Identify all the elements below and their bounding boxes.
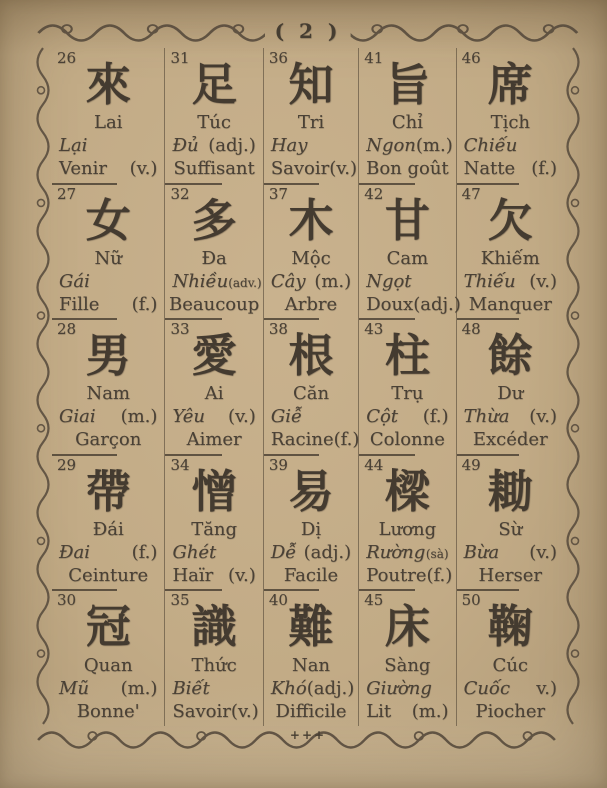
french-line (52, 701, 164, 722)
character-cell (52, 184, 164, 320)
character-cell (263, 590, 358, 726)
han-character: 木 (288, 193, 334, 247)
french-line (457, 565, 564, 586)
vietnamese-word: Thừa (463, 406, 510, 428)
character-cell (263, 455, 358, 591)
viet-gender-tag: (m.) (415, 135, 453, 157)
vietnamese-word: Ngọt (366, 270, 412, 292)
entry-number: 32 (170, 184, 190, 203)
entry-number: 34 (170, 455, 190, 474)
vietnamese-word: Đai (59, 542, 91, 564)
viet-gender-tag: (m.) (120, 677, 158, 699)
character-cell (456, 184, 564, 320)
french-line (52, 158, 164, 179)
han-character: 愛 (191, 329, 237, 383)
scroll-ornament-top-left-icon (36, 20, 265, 42)
viet-gender-tag: (adj.) (303, 542, 352, 564)
french-line (264, 294, 358, 315)
vietnamese-word: Thiếu (463, 270, 516, 292)
entry-number: 48 (461, 320, 481, 339)
french-word: Bon goût (366, 158, 449, 180)
han-character: 知 (288, 58, 334, 111)
french-line (264, 429, 358, 450)
french-line (264, 158, 358, 179)
vietnamese-line (359, 542, 455, 563)
entry-number: 49 (461, 455, 481, 474)
sino-viet-reading: Thức (191, 654, 237, 676)
sino-viet-reading: Dị (300, 519, 322, 541)
french-word: Venir (59, 158, 107, 180)
vietnamese-line (264, 678, 358, 699)
vietnamese-line (359, 271, 455, 292)
sino-viet-reading: Cúc (492, 654, 528, 676)
french-gender-tag: (adj.) (413, 293, 461, 315)
french-line (165, 294, 262, 315)
sino-viet-reading: Tri (297, 112, 325, 134)
french-line (359, 701, 455, 722)
han-character: 女 (85, 193, 131, 247)
french-gender-tag: (v.) (129, 158, 158, 180)
vietnamese-word: Dễ (270, 542, 297, 564)
vietnamese-word: Giai (59, 406, 96, 428)
vietnamese-word: Ghét (172, 542, 217, 564)
french-word: Aimer (186, 429, 242, 451)
vietnamese-line (457, 542, 564, 563)
vietnamese-line (457, 271, 564, 292)
sino-viet-reading: Ai (204, 383, 224, 405)
french-line (264, 701, 358, 722)
french-line (165, 158, 262, 179)
viet-gender-tag: (adj.) (208, 135, 256, 157)
viet-gender-tag: (f.) (131, 542, 158, 564)
vietnamese-line (52, 271, 164, 292)
vietnamese-word: Lại (59, 135, 88, 157)
viet-gender-tag: (m.) (120, 406, 158, 428)
han-character: 男 (85, 329, 131, 383)
vietnamese-line (52, 135, 164, 156)
han-character: 席 (487, 58, 533, 111)
french-gender-tag: (f.) (333, 429, 360, 451)
vietnamese-line (264, 271, 358, 292)
han-character: 帶 (85, 464, 131, 518)
entry-number: 47 (461, 184, 481, 203)
french-line (359, 565, 455, 586)
sino-viet-reading: Khiếm (480, 247, 540, 269)
han-character: 欠 (487, 193, 533, 247)
vietnamese-line (264, 135, 358, 156)
viet-gender-tag: v.) (536, 677, 557, 699)
entry-number: 40 (268, 591, 288, 610)
entry-number: 31 (170, 49, 190, 67)
character-cell (358, 48, 455, 184)
vietnamese-line (165, 678, 262, 699)
vietnamese-line (52, 678, 164, 699)
entry-number: 26 (57, 49, 77, 67)
entry-number: 43 (364, 320, 384, 339)
vietnamese-word: Bừa (463, 542, 500, 564)
viet-gender-tag: (v.) (529, 406, 557, 428)
sino-viet-reading: Đa (201, 247, 227, 269)
french-line (52, 429, 164, 450)
entry-number: 46 (461, 49, 481, 67)
character-cell (456, 48, 564, 184)
sino-viet-reading: Đái (92, 519, 124, 541)
french-word: Beaucoup (169, 293, 260, 315)
character-cell (358, 184, 461, 320)
scroll-ornament-top-right-icon (351, 20, 580, 42)
entry-number: 30 (57, 591, 77, 610)
character-cell (263, 319, 358, 455)
vietnamese-line (359, 135, 455, 156)
character-grid (52, 48, 564, 726)
entry-number: 35 (170, 591, 190, 610)
sino-viet-reading: Lai (93, 112, 123, 134)
french-word: Poutre (366, 565, 427, 587)
sino-viet-reading: Quan (83, 654, 133, 676)
vietnamese-line (264, 542, 358, 563)
vietnamese-word: Cuốc (463, 677, 511, 699)
han-character: 根 (288, 329, 334, 383)
han-character: 足 (191, 58, 237, 111)
sino-viet-reading: Mộc (291, 247, 331, 269)
sino-viet-reading: Tịch (490, 112, 530, 134)
character-cell (358, 590, 455, 726)
entry-number: 42 (364, 184, 384, 203)
entry-number: 39 (268, 455, 288, 474)
vietnamese-line (165, 406, 262, 427)
han-character: 識 (191, 600, 237, 654)
french-gender-tag: (f.) (131, 293, 158, 315)
french-word: Bonne' (76, 700, 140, 722)
character-cell (263, 184, 358, 320)
vietnamese-word: Nhiều (172, 270, 229, 292)
sino-viet-reading: Nam (86, 383, 130, 405)
vietnamese-word: Mũ (59, 677, 90, 699)
vietnamese-line (457, 678, 564, 699)
viet-gender-tag: (v.) (529, 542, 557, 564)
character-cell (164, 455, 262, 591)
character-cell (164, 184, 262, 320)
sino-viet-reading: Cam (386, 247, 429, 269)
character-cell (52, 319, 164, 455)
vietnamese-line (359, 406, 455, 427)
vietnamese-word: Yêu (172, 406, 206, 428)
french-line (457, 701, 564, 722)
entry-number: 44 (364, 455, 384, 474)
character-cell (358, 319, 455, 455)
vietnamese-line (52, 542, 164, 563)
viet-gender-tag: (adj.) (306, 677, 355, 699)
french-word: Doux (366, 293, 414, 315)
french-line (52, 294, 164, 315)
vietnamese-line (264, 406, 358, 427)
han-character: 鞠 (487, 600, 533, 654)
vietnamese-word: Đủ (172, 135, 199, 157)
vietnamese-line (165, 135, 262, 156)
han-character: 憎 (191, 464, 237, 518)
viet-gender-tag: (f.) (422, 406, 449, 428)
vietnamese-line (457, 406, 564, 427)
han-character: 冠 (85, 600, 131, 654)
han-character: 多 (191, 193, 237, 247)
french-word: Natte (463, 158, 516, 180)
han-character: 旨 (384, 58, 430, 111)
french-line (359, 158, 455, 179)
sino-viet-reading: Chỉ (391, 112, 423, 134)
page-footer (34, 728, 582, 754)
vietnamese-line (52, 406, 164, 427)
vietnamese-line (165, 271, 262, 292)
character-cell (52, 590, 164, 726)
french-gender-tag: (v.) (329, 158, 358, 180)
han-character: 柱 (384, 329, 430, 383)
french-line (165, 701, 262, 722)
sino-viet-reading: Dư (497, 383, 524, 405)
sino-viet-reading: Nan (291, 654, 331, 676)
french-gender-tag: (f.) (531, 158, 557, 180)
vietnamese-word: Chiếu (463, 135, 518, 157)
han-character: 耡 (487, 464, 533, 518)
french-word: Excéder (472, 429, 548, 451)
french-line (264, 565, 358, 586)
french-line (359, 293, 461, 315)
french-word: Manquer (468, 293, 552, 315)
french-gender-tag: (v.) (228, 565, 256, 587)
french-line (457, 294, 564, 315)
vietnamese-word: Cột (366, 406, 399, 428)
entry-number: 29 (57, 455, 77, 474)
vietnamese-word: Giường (366, 677, 432, 699)
french-word: Colonne (369, 429, 445, 451)
french-line (457, 429, 564, 450)
french-word: Fille (59, 293, 100, 315)
french-word: Garçon (75, 429, 142, 451)
dictionary-page (34, 16, 582, 754)
vietnamese-word: Khó (270, 677, 307, 699)
vietnamese-word: Giễ (270, 406, 303, 428)
sino-viet-reading: Sừ (498, 519, 523, 541)
entry-number: 28 (57, 320, 77, 339)
french-word: Ceinture (68, 565, 149, 587)
page-number: ( 2 ) (274, 19, 342, 43)
character-cell (164, 319, 262, 455)
french-word: Suffisant (173, 158, 255, 180)
han-character: 甘 (384, 193, 430, 247)
french-word: Arbre (284, 293, 338, 315)
viet-gender-tag: (m.) (314, 270, 352, 292)
french-word: Haïr (172, 565, 214, 587)
entry-number: 27 (57, 184, 77, 203)
viet-gender-tag: (adv.) (228, 275, 262, 290)
scroll-ornament-left-icon (34, 46, 50, 726)
french-word: Savoir (172, 700, 231, 722)
han-character: 來 (85, 58, 131, 111)
entry-number: 37 (268, 184, 288, 203)
vietnamese-word: Gái (59, 270, 90, 292)
entry-number: 33 (170, 320, 190, 339)
french-gender-tag: (m.) (411, 700, 449, 722)
french-line (457, 158, 564, 179)
entry-number: 38 (268, 320, 288, 339)
french-word: Piocher (475, 700, 546, 722)
sino-viet-reading: Trụ (391, 383, 424, 405)
french-line (165, 565, 262, 586)
character-cell (263, 48, 358, 184)
french-word: Lit (366, 700, 392, 722)
vietnamese-word: Hay (270, 135, 308, 157)
han-character: 易 (288, 464, 334, 518)
han-character: 餘 (487, 329, 533, 383)
vietnamese-line (457, 135, 564, 156)
sino-viet-reading: Nữ (94, 247, 122, 269)
viet-gender-tag: (sà) (425, 547, 449, 562)
character-cell (358, 455, 455, 591)
entry-number: 50 (461, 591, 481, 610)
vietnamese-word: Rường (366, 542, 426, 564)
sino-viet-reading: Lương (378, 519, 437, 541)
entry-number: 45 (364, 591, 384, 610)
character-cell (52, 455, 164, 591)
french-word: Herser (478, 565, 542, 587)
character-cell (164, 590, 262, 726)
viet-gender-tag: (v.) (529, 270, 557, 292)
scroll-ornament-right-icon (566, 46, 582, 726)
french-word: Savoir (270, 158, 330, 180)
french-line (165, 429, 262, 450)
sino-viet-reading: Túc (197, 112, 231, 134)
french-gender-tag: (v.) (230, 700, 259, 722)
page-header (34, 16, 582, 46)
character-cell (52, 48, 164, 184)
vietnamese-line (165, 542, 262, 563)
character-cell (456, 455, 564, 591)
character-cell (456, 319, 564, 455)
footer-cross-marks: +++ (289, 728, 327, 742)
viet-gender-tag: (v.) (228, 406, 256, 428)
french-word: Racine (270, 429, 334, 451)
entry-number: 41 (364, 49, 384, 67)
han-character: 床 (384, 600, 430, 654)
page-body (34, 46, 582, 726)
french-word: Difficile (275, 700, 347, 722)
entry-number: 36 (268, 49, 288, 67)
french-gender-tag: (f.) (426, 565, 453, 587)
sino-viet-reading: Tăng (191, 519, 238, 541)
vietnamese-word: Ngon (366, 135, 416, 157)
french-line (359, 429, 455, 450)
character-cell (164, 48, 262, 184)
vietnamese-word: Cây (270, 270, 306, 292)
vietnamese-word: Biết (172, 677, 210, 699)
french-line (52, 565, 164, 586)
french-word: Facile (283, 565, 339, 587)
sino-viet-reading: Căn (292, 383, 330, 405)
vietnamese-line (359, 678, 455, 699)
sino-viet-reading: Sàng (384, 654, 431, 676)
character-cell (456, 590, 564, 726)
han-character: 樑 (384, 464, 430, 518)
han-character: 難 (288, 600, 334, 654)
